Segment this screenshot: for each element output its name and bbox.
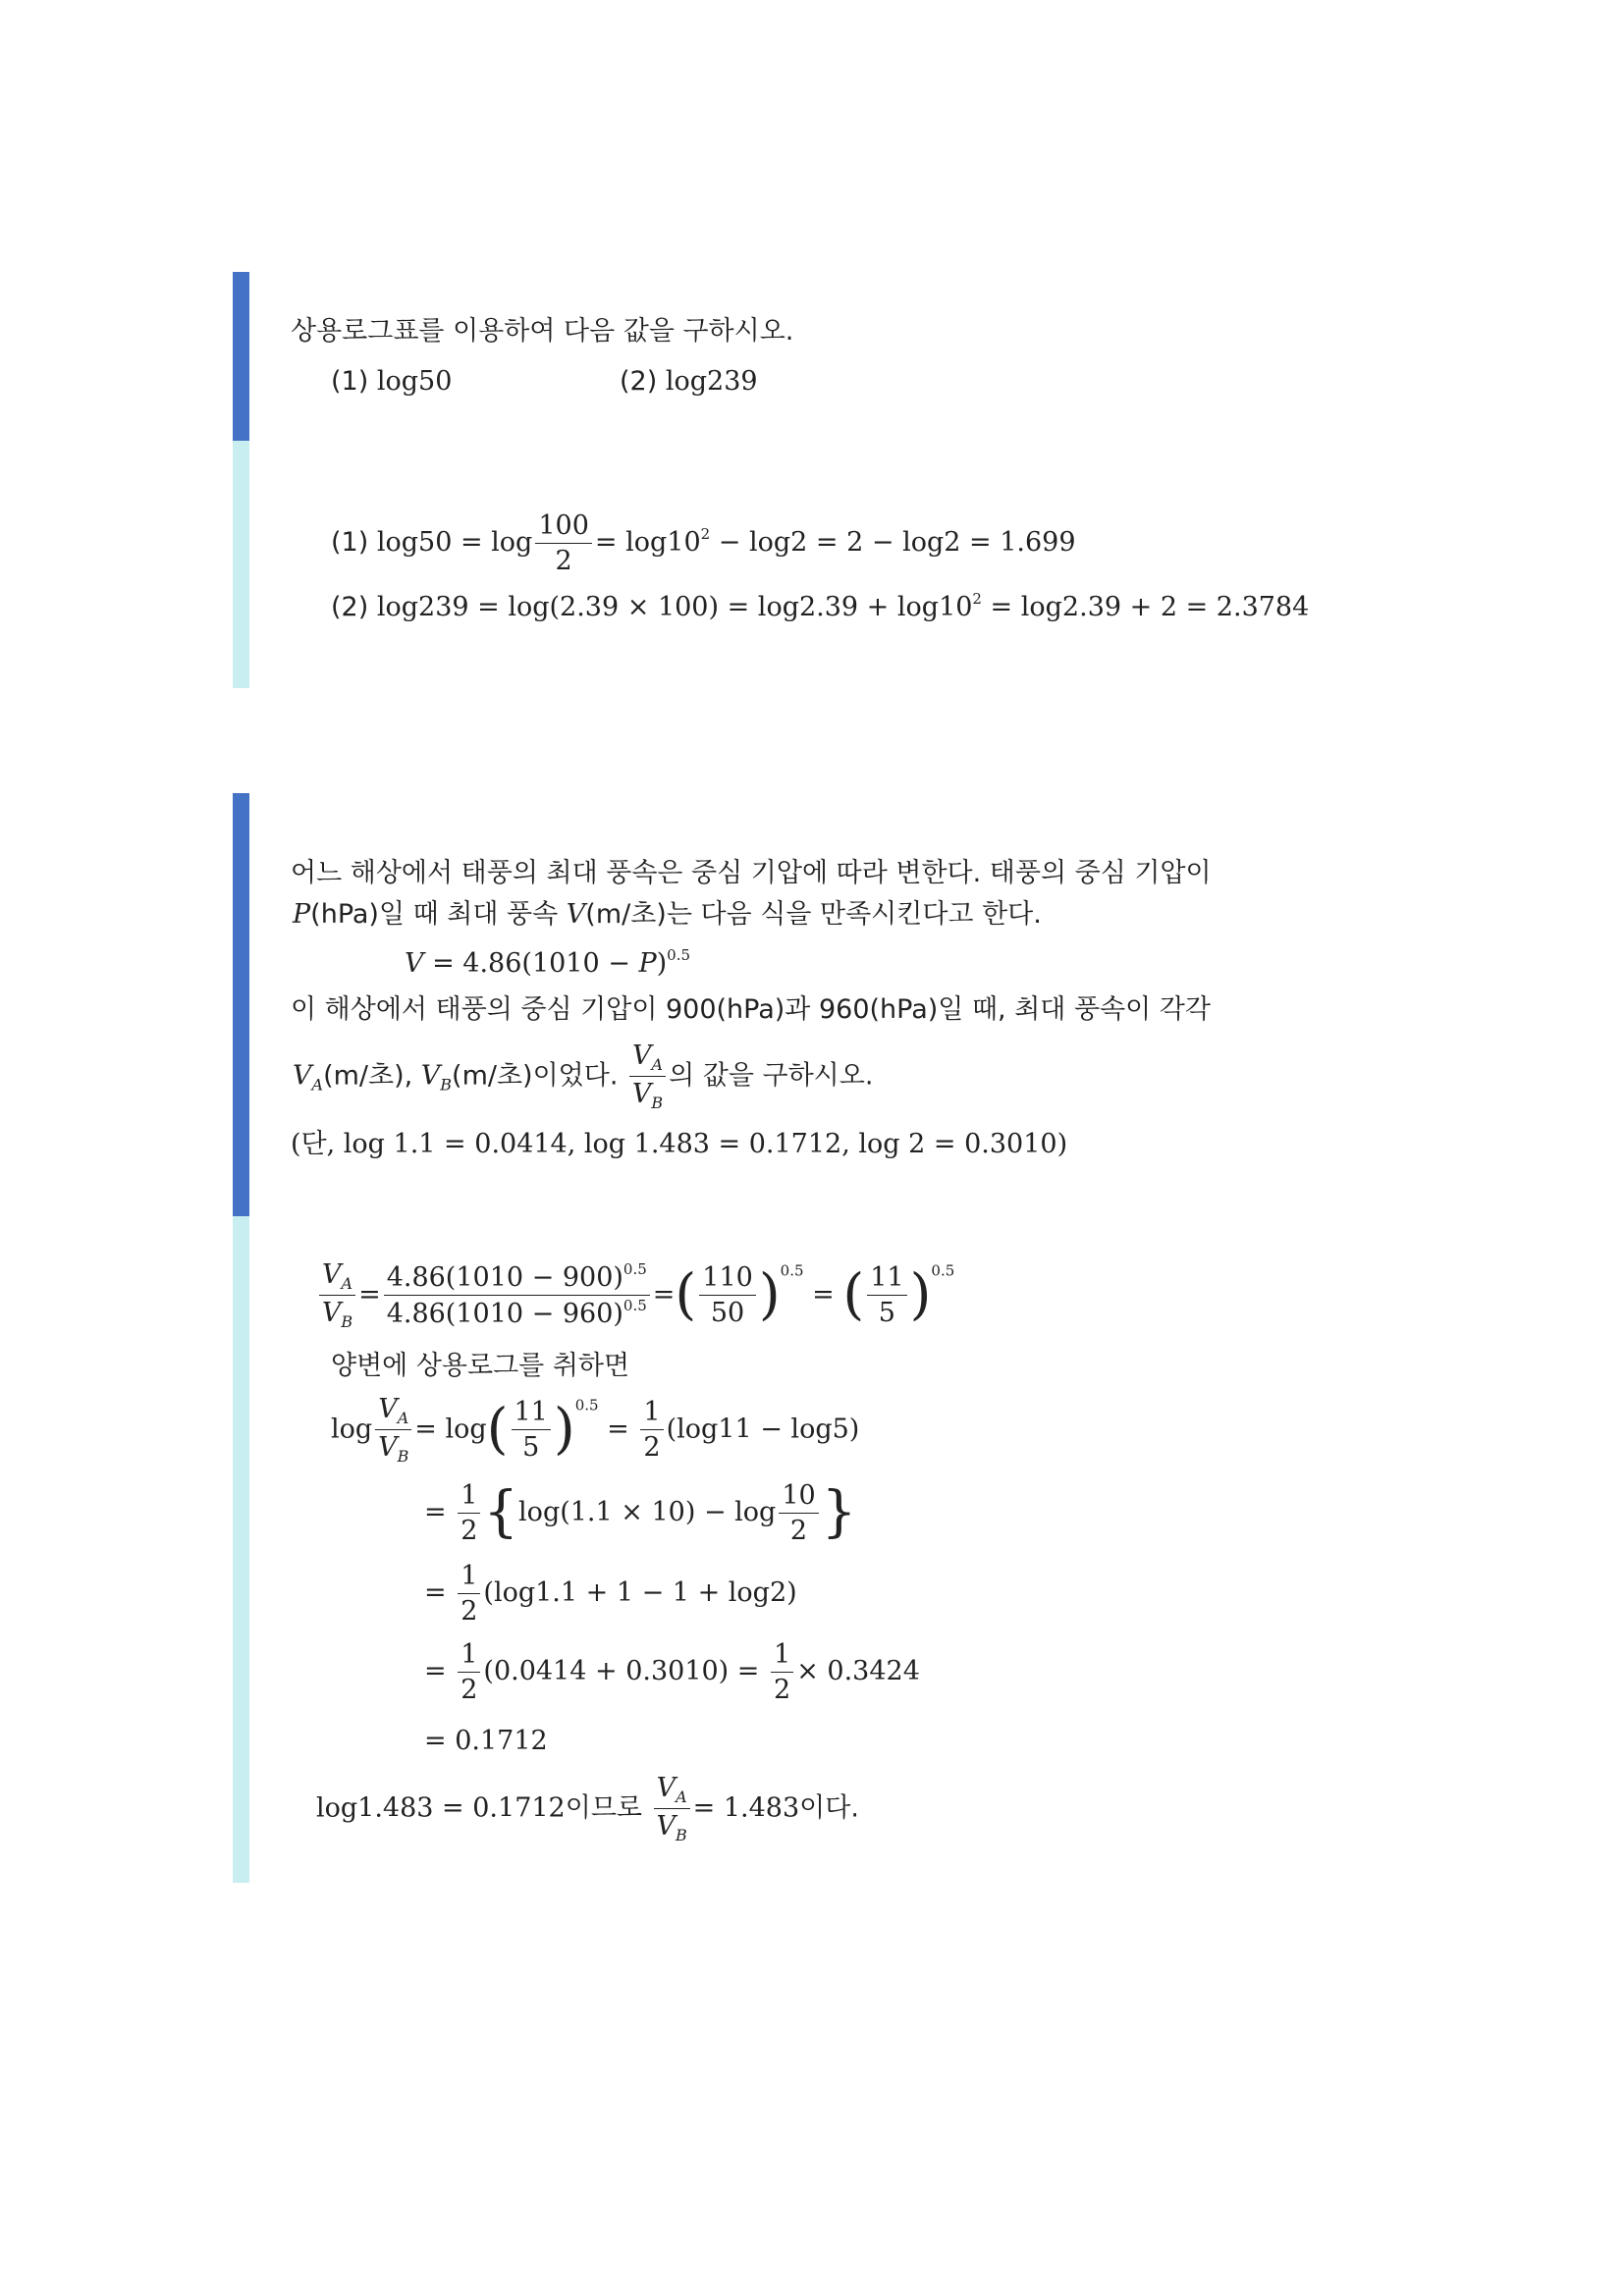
exponent: 0.5	[623, 1297, 647, 1315]
numerator: 110	[699, 1262, 756, 1296]
exponent: 2	[972, 590, 982, 608]
expr-part: = log	[414, 1414, 487, 1445]
fraction-11-5	[512, 1397, 551, 1463]
exponent: 0.5	[931, 1261, 955, 1280]
denominator: 50	[710, 1298, 745, 1329]
log: log	[331, 1414, 373, 1445]
numerator: 1	[458, 1561, 480, 1594]
problem1-item2	[620, 368, 758, 395]
equals: =	[424, 1656, 447, 1687]
fraction-half	[458, 1639, 480, 1705]
numerator: 11	[867, 1262, 906, 1296]
solution2-eq2	[331, 1394, 859, 1467]
line-label: (1)	[331, 527, 369, 559]
fraction-half	[458, 1480, 480, 1546]
subscript: A	[311, 1075, 324, 1095]
denominator: 2	[555, 546, 572, 577]
equals: =	[652, 1279, 676, 1310]
fraction-va-vb	[629, 1041, 666, 1113]
expr-part: log50 = log	[376, 527, 533, 559]
paren: )	[909, 1262, 932, 1327]
exponent: 0.5	[574, 1396, 599, 1415]
fraction-half	[458, 1561, 480, 1627]
fraction-half	[771, 1639, 793, 1705]
brace: }	[821, 1480, 857, 1545]
text-part: (m/초),	[323, 1060, 421, 1092]
numerator: 1	[640, 1397, 663, 1430]
var-p: P	[293, 899, 311, 930]
solution1-line2	[331, 592, 1309, 620]
fraction-va-vb	[654, 1773, 690, 1845]
var-v: V	[378, 1432, 398, 1464]
expr-part: × 0.3424	[796, 1656, 920, 1687]
var-v: V	[405, 948, 424, 979]
solution2-eq5	[424, 1639, 920, 1705]
problem2-line3: 이 해상에서 태풍의 중심 기압이 900(hPa)과 960(hPa)일 때, 최대 풍속이 각각	[291, 994, 1211, 1025]
fraction-pressure	[384, 1261, 650, 1329]
numerator: 1	[771, 1639, 793, 1673]
subscript: B	[397, 1447, 409, 1467]
expr-part: (log1.1 + 1 − 1 + log2)	[483, 1577, 797, 1609]
problem2-formula	[405, 948, 690, 977]
item-expr: log50	[376, 366, 453, 397]
paren: )	[553, 1397, 575, 1462]
expr-part: = 1.483	[692, 1792, 800, 1824]
solution2-bar	[233, 1216, 249, 1883]
text-part: 이므로	[565, 1792, 642, 1824]
subscript: A	[341, 1274, 353, 1293]
text-part: (m/초)이었다.	[452, 1060, 619, 1092]
exponent: 0.5	[623, 1260, 647, 1279]
expr-part: (0.0414 + 0.3010) =	[483, 1656, 760, 1687]
numerator: 11	[512, 1397, 551, 1430]
fraction-110-50	[699, 1262, 756, 1328]
expr-part: log(1.1 × 10) − log	[518, 1497, 777, 1528]
denominator: 2	[460, 1516, 478, 1547]
expr-part: log239 = log(2.39 × 100) = log2.39 + log10	[376, 592, 973, 622]
problem1-question: 상용로그표를 이용하여 다음 값을 구하시오.	[291, 316, 794, 347]
denominator: 2	[460, 1596, 478, 1628]
expr-part: = log2.39 + 2 = 2.3784	[981, 592, 1310, 622]
paren: (	[842, 1262, 865, 1327]
problem2-note: (단, log 1.1 = 0.0414, log 1.483 = 0.1712, log 2 = 0.3010)	[291, 1129, 1068, 1159]
brace: {	[483, 1480, 519, 1545]
numerator: 1	[458, 1480, 480, 1514]
paren: (	[486, 1397, 509, 1462]
solution2-eq1	[316, 1259, 954, 1332]
denominator: 5	[522, 1432, 540, 1464]
solution1-line1	[331, 510, 1076, 576]
fraction-va-vb	[375, 1394, 411, 1467]
solution2-eq3	[424, 1480, 856, 1546]
fraction-half	[640, 1397, 663, 1463]
var-v: V	[656, 1773, 677, 1803]
fraction-va-vb	[319, 1259, 355, 1332]
numerator: 10	[779, 1480, 818, 1514]
problem2-line4	[293, 1041, 873, 1113]
expr-part: = 4.86(1010 −	[423, 948, 639, 979]
expr-part: = log10	[594, 527, 701, 559]
var-v: V	[293, 1060, 312, 1092]
exponent: 0.5	[667, 946, 691, 964]
subscript: B	[651, 1094, 664, 1113]
var-v: V	[321, 1298, 342, 1329]
exponent: 0.5	[780, 1261, 804, 1280]
solution2-text1: 양변에 상용로그를 취하면	[331, 1351, 630, 1381]
expr-part: − log2 = 2 − log2 = 1.699	[710, 527, 1076, 559]
subscript: A	[651, 1055, 664, 1074]
fraction-10-2	[779, 1480, 818, 1546]
denominator: 2	[460, 1675, 478, 1706]
equals: =	[358, 1279, 381, 1310]
subscript: A	[397, 1409, 409, 1427]
subscript: A	[676, 1788, 687, 1806]
text-part: 의 값을 구하시오.	[669, 1060, 874, 1092]
paren: )	[758, 1262, 781, 1327]
denominator: 2	[789, 1516, 808, 1547]
equals: =	[424, 1577, 447, 1609]
var-v: V	[420, 1060, 441, 1092]
solution2-final	[316, 1773, 859, 1845]
text-part: (m/초)는 다음 식을 만족시킨다고 한다.	[585, 899, 1042, 930]
item-label: (2)	[620, 366, 658, 397]
problem2-line1: 어느 해상에서 태풍의 최대 풍속은 중심 기압에 따라 변한다. 태풍의 중심 기압이	[291, 858, 1212, 888]
solution2-eq4	[424, 1561, 797, 1627]
solution1-bar	[233, 441, 249, 688]
var-v: V	[566, 899, 586, 930]
problem2-bar	[233, 793, 249, 1216]
var-v: V	[322, 1259, 342, 1290]
numerator: 1	[458, 1639, 480, 1673]
var-v: V	[631, 1079, 652, 1110]
equals: =	[607, 1414, 629, 1445]
numerator: 100	[535, 510, 592, 544]
exponent: 2	[700, 525, 711, 544]
expr-part: )	[656, 948, 668, 979]
text-part: (hPa)일 때 최대 풍속	[310, 899, 567, 930]
subscript: B	[675, 1826, 687, 1845]
denominator: 4.86(1010 − 960)	[386, 1299, 623, 1330]
denominator: 2	[774, 1675, 791, 1706]
problem1-item1	[331, 368, 452, 395]
line-label: (2)	[331, 592, 369, 622]
fraction-11-5	[867, 1262, 906, 1328]
expr-part: (log11 − log5)	[666, 1414, 860, 1445]
solution2-eq6: = 0.1712	[424, 1726, 548, 1756]
var-v: V	[656, 1811, 676, 1842]
var-v: V	[378, 1394, 398, 1424]
subscript: B	[341, 1312, 353, 1332]
subscript: B	[440, 1075, 453, 1095]
equals: =	[424, 1497, 447, 1528]
var-v: V	[632, 1041, 652, 1071]
item-expr: log239	[665, 366, 758, 397]
var-p: P	[638, 948, 657, 979]
equals: =	[812, 1279, 835, 1310]
paren: (	[675, 1262, 697, 1327]
problem2-line2	[293, 901, 1042, 928]
text-part: 이다.	[799, 1792, 859, 1824]
fraction	[535, 510, 592, 576]
problem1-bar	[233, 272, 249, 441]
item-label: (1)	[331, 366, 369, 397]
denominator: 5	[878, 1298, 895, 1329]
expr-part: log1.483 = 0.1712	[316, 1792, 566, 1824]
numerator: 4.86(1010 − 900)	[386, 1262, 623, 1294]
denominator: 2	[643, 1432, 661, 1464]
